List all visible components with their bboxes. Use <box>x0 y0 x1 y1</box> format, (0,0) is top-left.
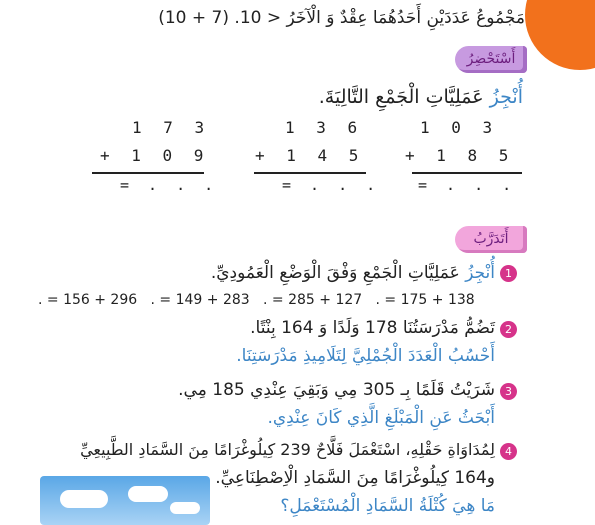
sum-3-top: 1 0 3 <box>420 118 499 137</box>
exercise-number-2: 2 <box>500 321 517 338</box>
exercise-3-line1: شَرَيْتُ قَلَمًا بِـ 305 مِي وَبَقِيَ عِنْدِي 185 مِي. <box>178 380 495 400</box>
exercise-4-line1: لِمُدَاوَاةِ حَقْلِهِ، اسْتَعْمَلَ فَلَّاحٌ 239 كِيلُوغْرَامًا مِنَ السَّمَادِ الطَّبِيعِيِّ <box>80 440 495 459</box>
sum-3-rule <box>412 172 522 174</box>
sum-1-rule <box>92 172 204 174</box>
sum-2-rule <box>254 172 366 174</box>
heading-lead: أُنْجِزُ <box>489 86 523 108</box>
decorative-corner <box>525 0 595 70</box>
cloud-icon <box>170 502 200 514</box>
exercise-1-lead: أُنْجِزُ <box>465 263 495 283</box>
exercise-4-line2: و164 كِيلُوغْرَامًا مِنَ السَّمَادِ الْاِصْطِنَاعِيِّ. <box>215 468 495 488</box>
sum-2-result: = . . . <box>282 176 381 194</box>
exercise-number-4: 4 <box>500 443 517 460</box>
cloud-icon <box>60 490 108 508</box>
section-tag-practice: أَتَدَرَّبُ <box>455 226 527 253</box>
exercise-number-3: 3 <box>500 383 517 400</box>
exercise-1-text <box>211 263 495 283</box>
sum-3-result: = . . . <box>418 176 517 194</box>
sky-illustration <box>40 476 210 525</box>
sum-1-bottom: + 1 0 9 <box>100 146 210 165</box>
sum-1-top: 1 7 3 <box>132 118 211 137</box>
exercise-3-line2: أَبْحَثُ عَنِ الْمَبْلَغِ الَّذِي كَانَ عِنْدِي. <box>267 408 495 428</box>
top-line: مَجْمُوعُ عَدَدَيْنِ أَحَدُهُمَا عِقْدٌ وَ الْآخَرُ < 10. (7 + 10) <box>158 8 525 28</box>
cloud-icon <box>128 486 168 502</box>
sum-3-bottom: + 1 8 5 <box>405 146 515 165</box>
heading-rest: عَمَلِيَّاتِ الْجَمْعِ التَّالِيَةَ. <box>318 86 490 108</box>
exercise-2-line2: أَحْسُبُ الْعَدَدَ الْجُمْلِيَّ لِتَلَامِيذِ مَدْرَسَتِنَا. <box>236 346 495 366</box>
sum-2-bottom: + 1 4 5 <box>255 146 365 165</box>
exercise-1-ops: . = 156 + 296 . = 149 + 283 . = 285 + 127 . = 175 + 138 <box>38 292 475 308</box>
sum-1-result: = . . . <box>120 176 219 194</box>
exercise-4-line3 <box>280 496 495 516</box>
section-tag-recall: أَسْتَحْضِرُ <box>455 46 527 73</box>
exercise-1-rest: عَمَلِيَّاتِ الْجَمْعِ وَفْقَ الْوَضْعِ الْعَمُودِيِّ. <box>210 263 466 283</box>
exercise-4-question: مَا هِيَ كُتْلَةُ السَّمَادِ الْمُسْتَعْمَلِ؟ <box>280 496 495 516</box>
exercise-2-line1: تَضُمُّ مَدْرَسَتُنَا 178 وَلَدًا وَ 164 بِنْتًا. <box>250 318 495 338</box>
recall-heading <box>319 86 523 108</box>
exercise-number-1: 1 <box>500 265 517 282</box>
sum-2-top: 1 3 6 <box>285 118 364 137</box>
